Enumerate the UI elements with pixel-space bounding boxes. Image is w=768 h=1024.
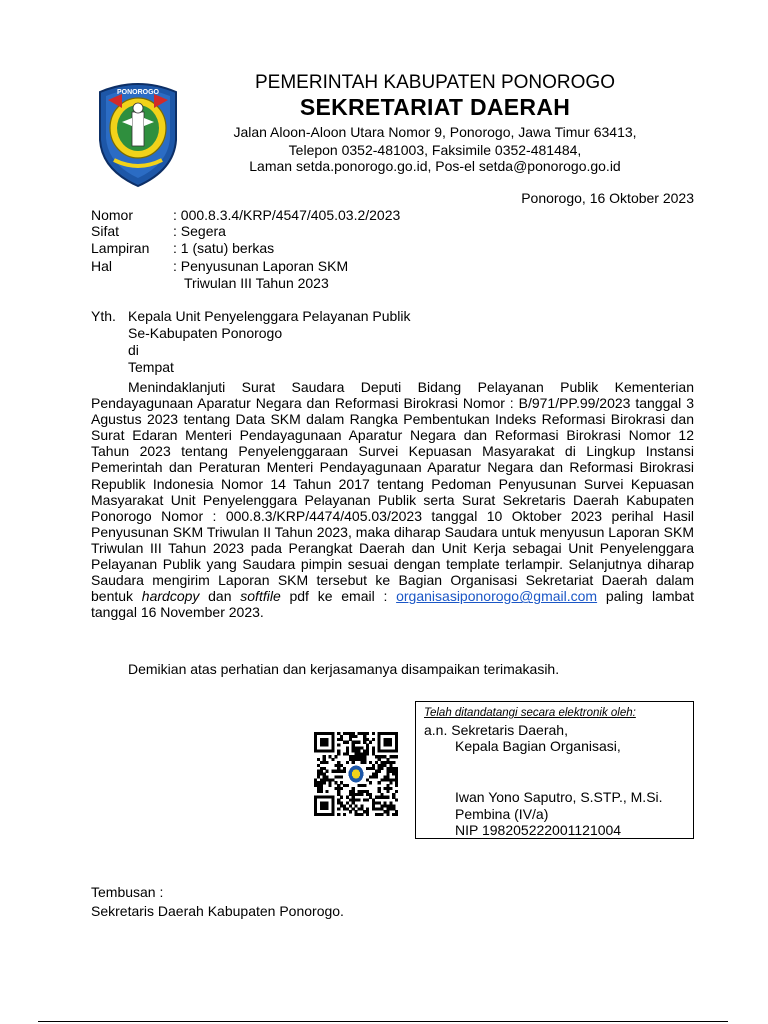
letter-date: Ponorogo, 16 Oktober 2023 bbox=[521, 190, 694, 206]
cc-item: Sekretaris Daerah Kabupaten Ponorogo. bbox=[91, 903, 344, 919]
e-signature-note: Telah ditandatangi secara elektronik oleh: bbox=[424, 707, 636, 719]
body-hardcopy: hardcopy bbox=[141, 588, 200, 605]
bottom-rule bbox=[38, 1021, 728, 1022]
qr-code bbox=[314, 732, 398, 816]
address-line-1: Jalan Aloon-Aloon Utara Nomor 9, Ponorogo, Jawa Timur 63413, bbox=[233, 124, 637, 140]
sifat-value: : Segera bbox=[173, 223, 226, 239]
recipient-line-3: di bbox=[128, 342, 139, 358]
sifat-label: Sifat bbox=[91, 223, 120, 239]
signature-position: Kepala Bagian Organisasi, bbox=[455, 738, 621, 754]
logo-text: PONOROGO bbox=[116, 89, 160, 96]
hal-value-line-2: Triwulan III Tahun 2023 bbox=[184, 275, 329, 291]
signature-name: Iwan Yono Saputro, S.STP., M.Si. bbox=[455, 789, 663, 805]
hal-value: : Penyusunan Laporan SKM bbox=[173, 258, 349, 274]
body-part-1: Menindaklanjuti Surat Saudara Deputi Bidang Pelayanan Publik Kementerian Pendayagunaan Aparatur Negara dan Reformasi Birokrasi Nomor : B/971/PP.99/2023 tanggal 3 Agustus 2023 tentang Data SKM dalam Rangka Pembentukan Indeks Reformasi Birokrasi dan Surat Edaran Menteri Pendayagunaan Aparatur Negara dan Reformasi Birokrasi Nomor 12 Tahun 2023 tentang Penyelenggaraan Survei Kepuasan Masyarakat di Lingkup Instansi Pemerintah dan Peraturan Menteri Pendayagunaan Aparatur Negara dan Reformasi Birokrasi Republik Indonesia Nomor 14 Tahun 2017 tentang Pedoman Penyusunan Survei Kepuasan Masyarakat Unit Penyelenggara Pelayanan Publik serta Surat Sekretaris Daerah Kabupaten Ponorogo Nomor : 000.8.3/KRP/4474/405.03/2023 tanggal 10 Oktober 2023 perihal Hasil Penyusunan SKM Triwulan II Tahun 2023, maka diharap Saudara untuk menyusun Laporan SKM Triwulan III Tahun 2023 pada Perangkat Daerah dan Unit Kerja sebagai Unit Penyelenggara Pelayanan Publik yang Saudara pimpin sesuai dengan template terlampir. Selanjutnya diharap Saudara mengirim Laporan SKM tersebut ke Bagian Organisasi Sekretariat Daerah dalam bentuk bbox=[91, 379, 694, 605]
nomor-label: Nomor bbox=[91, 207, 134, 223]
meta-hal bbox=[91, 258, 348, 274]
address-line-3: Laman setda.ponorogo.go.id, Pos-el setda@ponorogo.go.id bbox=[249, 158, 621, 174]
recipient-yth: Yth. bbox=[91, 308, 116, 324]
signature-an: a.n. Sekretaris Daerah, bbox=[424, 722, 568, 738]
government-name: PEMERINTAH KABUPATEN PONOROGO bbox=[255, 72, 615, 93]
ponorogo-coat-of-arms-logo bbox=[92, 78, 184, 188]
closing-sentence: Demikian atas perhatian dan kerjasamanya disampaikan terimakasih. bbox=[128, 661, 560, 677]
meta-lampiran bbox=[91, 240, 274, 256]
email-link[interactable]: organisasiponorogo@gmail.com bbox=[396, 588, 598, 605]
recipient-line-2: Se-Kabupaten Ponorogo bbox=[128, 325, 283, 341]
signature-nip: NIP 198205222001121004 bbox=[455, 822, 622, 838]
recipient-line-4: Tempat bbox=[128, 359, 174, 375]
lampiran-value: : 1 (satu) berkas bbox=[173, 240, 275, 256]
nomor-value: : 000.8.3.4/KRP/4547/405.03.2/2023 bbox=[173, 207, 401, 223]
cc-label: Tembusan : bbox=[91, 884, 164, 900]
recipient-line-1: Kepala Unit Penyelenggara Pelayanan Publik bbox=[128, 308, 411, 324]
letter-body bbox=[91, 379, 694, 620]
body-dan: dan bbox=[199, 588, 241, 605]
signature-rank: Pembina (IV/a) bbox=[455, 806, 549, 822]
body-part-2: pdf ke email : bbox=[280, 588, 397, 605]
body-part-3: paling lambat tanggal 16 November 2023. bbox=[91, 588, 694, 621]
address-line-2: Telepon 0352-481003, Faksimile 0352-481484, bbox=[288, 142, 582, 158]
department-name: SEKRETARIAT DAERAH bbox=[299, 94, 571, 120]
lampiran-label: Lampiran bbox=[91, 240, 150, 256]
meta-nomor bbox=[91, 207, 400, 223]
hal-label: Hal bbox=[91, 258, 113, 274]
body-softfile: softfile bbox=[240, 588, 281, 605]
meta-sifat bbox=[91, 223, 226, 239]
